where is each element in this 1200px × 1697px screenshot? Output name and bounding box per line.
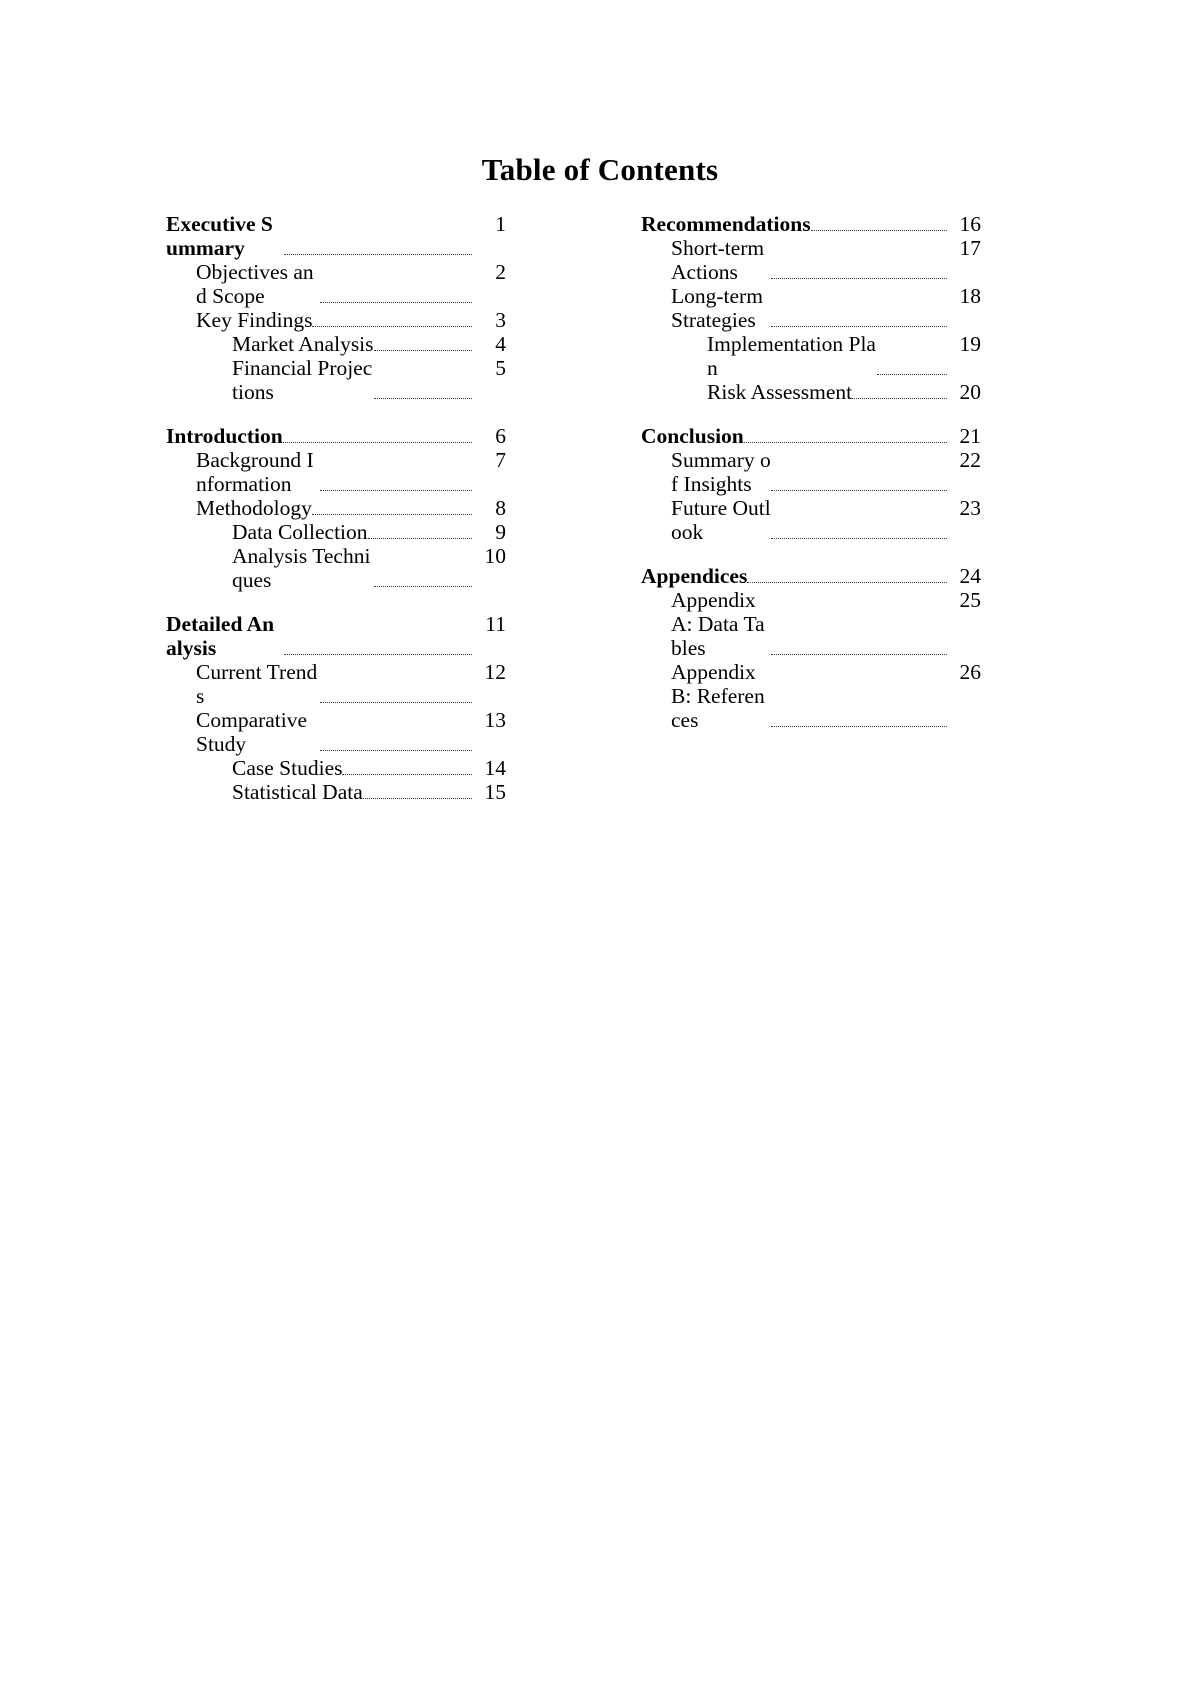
toc-leader-dots <box>877 374 947 375</box>
toc-page-number: 1 <box>495 212 506 236</box>
toc-page-number: 23 <box>959 496 981 520</box>
toc-entry-label: Risk Assessment <box>707 380 853 404</box>
toc-entry[interactable] <box>641 332 981 380</box>
toc-leader-dots <box>771 278 947 279</box>
toc-leader-dots <box>771 490 947 491</box>
toc-entry[interactable] <box>166 308 506 332</box>
toc-leader-dots <box>771 726 947 727</box>
toc-page-number: 26 <box>959 660 981 684</box>
toc-entry[interactable] <box>641 236 981 284</box>
toc-leader-dots <box>320 490 472 491</box>
toc-page-number: 25 <box>959 588 981 612</box>
toc-page-number: 7 <box>495 448 506 472</box>
toc-entry[interactable] <box>166 612 506 660</box>
toc-entry[interactable] <box>166 260 506 308</box>
toc-entry-label: Future Outlook <box>671 496 771 544</box>
toc-page-number: 4 <box>495 332 506 356</box>
toc-entry-label: Market Analysis <box>232 332 374 356</box>
toc-leader-dots <box>811 230 947 231</box>
toc-leader-dots <box>771 326 947 327</box>
toc-entry-label: Analysis Techniques <box>232 544 371 592</box>
toc-page-number: 6 <box>495 424 506 448</box>
page-title: Table of Contents <box>481 152 719 187</box>
toc-column-right <box>641 212 981 732</box>
toc-entry[interactable] <box>166 332 506 356</box>
toc-entry-label: Recommendations <box>641 212 811 236</box>
toc-entry-label: Implementation Plan <box>707 332 876 380</box>
toc-entry-label: Case Studies <box>232 756 343 780</box>
toc-page-number: 21 <box>959 424 981 448</box>
toc-entry-label: Comparative Study <box>196 708 308 756</box>
toc-entry[interactable] <box>641 212 981 236</box>
toc-page-number: 18 <box>959 284 981 308</box>
toc-leader-dots <box>374 586 472 587</box>
toc-entry[interactable] <box>166 496 506 520</box>
toc-entry-label: Appendices <box>641 564 748 588</box>
toc-entry[interactable] <box>166 212 506 260</box>
toc-entry[interactable] <box>166 708 506 756</box>
toc-page-number: 13 <box>484 708 506 732</box>
toc-entry[interactable] <box>641 448 981 496</box>
toc-page-number: 17 <box>959 236 981 260</box>
toc-leader-dots <box>312 326 472 327</box>
toc-page-number: 9 <box>495 520 506 544</box>
toc-leader-dots <box>363 798 472 799</box>
toc-entry-label: Financial Projections <box>232 356 373 404</box>
toc-entry-label: Executive Summary <box>166 212 273 260</box>
toc-entry[interactable] <box>166 660 506 708</box>
toc-leader-dots <box>320 750 472 751</box>
toc-page-number: 15 <box>484 780 506 804</box>
toc-entry-label: Appendix A: Data Tables <box>671 588 765 660</box>
toc-entry-label: Conclusion <box>641 424 744 448</box>
toc-leader-dots <box>744 442 947 443</box>
toc-entry[interactable] <box>641 588 981 660</box>
toc-entry-label: Statistical Data <box>232 780 363 804</box>
toc-leader-dots <box>283 442 472 443</box>
toc-entry-label: Summary of Insights <box>671 448 771 496</box>
toc-leader-dots <box>771 538 947 539</box>
toc-page-number: 5 <box>495 356 506 380</box>
toc-page-number: 12 <box>484 660 506 684</box>
toc-entry[interactable] <box>641 496 981 544</box>
toc-entry-label: Detailed Analysis <box>166 612 275 660</box>
toc-entry-label: Key Findings <box>196 308 313 332</box>
toc-entry[interactable] <box>641 660 981 732</box>
toc-entry-label: Objectives and Scope <box>196 260 314 308</box>
toc-page-number: 3 <box>495 308 506 332</box>
toc-leader-dots <box>284 254 472 255</box>
toc-leader-dots <box>320 302 472 303</box>
toc-leader-dots <box>320 702 472 703</box>
toc-entry-label: Introduction <box>166 424 283 448</box>
toc-entry[interactable] <box>166 520 506 544</box>
toc-leader-dots <box>342 774 472 775</box>
toc-entry[interactable] <box>166 756 506 780</box>
toc-page-number: 14 <box>484 756 506 780</box>
toc-page-number: 8 <box>495 496 506 520</box>
toc-leader-dots <box>368 538 472 539</box>
toc-page-number: 19 <box>959 332 981 356</box>
toc-leader-dots <box>374 398 472 399</box>
toc-page-number: 22 <box>959 448 981 472</box>
toc-page-number: 11 <box>485 612 506 636</box>
toc-entry[interactable] <box>641 564 981 588</box>
toc-entry-label: Current Trends <box>196 660 318 708</box>
toc-page-number: 20 <box>959 380 981 404</box>
toc-entry-label: Background Information <box>196 448 314 496</box>
toc-entry-label: Short-term Actions <box>671 236 765 284</box>
toc-column-left <box>166 212 506 804</box>
toc-page-number: 24 <box>959 564 981 588</box>
toc-page-number: 2 <box>495 260 506 284</box>
toc-leader-dots <box>312 514 472 515</box>
toc-entry[interactable] <box>166 448 506 496</box>
toc-entry[interactable] <box>166 424 506 448</box>
toc-leader-dots <box>747 582 947 583</box>
toc-entry[interactable] <box>166 356 506 404</box>
toc-entry[interactable] <box>641 380 981 404</box>
toc-entry[interactable] <box>166 780 506 804</box>
toc-entry-label: Data Collection <box>232 520 368 544</box>
toc-leader-dots <box>284 654 472 655</box>
toc-entry[interactable] <box>641 424 981 448</box>
toc-entry-label: Long-term Strategies <box>671 284 763 332</box>
toc-entry[interactable] <box>641 284 981 332</box>
toc-leader-dots <box>771 654 947 655</box>
toc-leader-dots <box>374 350 472 351</box>
toc-entry-label: Methodology <box>196 496 312 520</box>
toc-leader-dots <box>852 398 947 399</box>
toc-entry-label: Appendix B: References <box>671 660 765 732</box>
toc-entry[interactable] <box>166 544 506 592</box>
toc-page-number: 16 <box>959 212 981 236</box>
toc-page-number: 10 <box>484 544 506 568</box>
